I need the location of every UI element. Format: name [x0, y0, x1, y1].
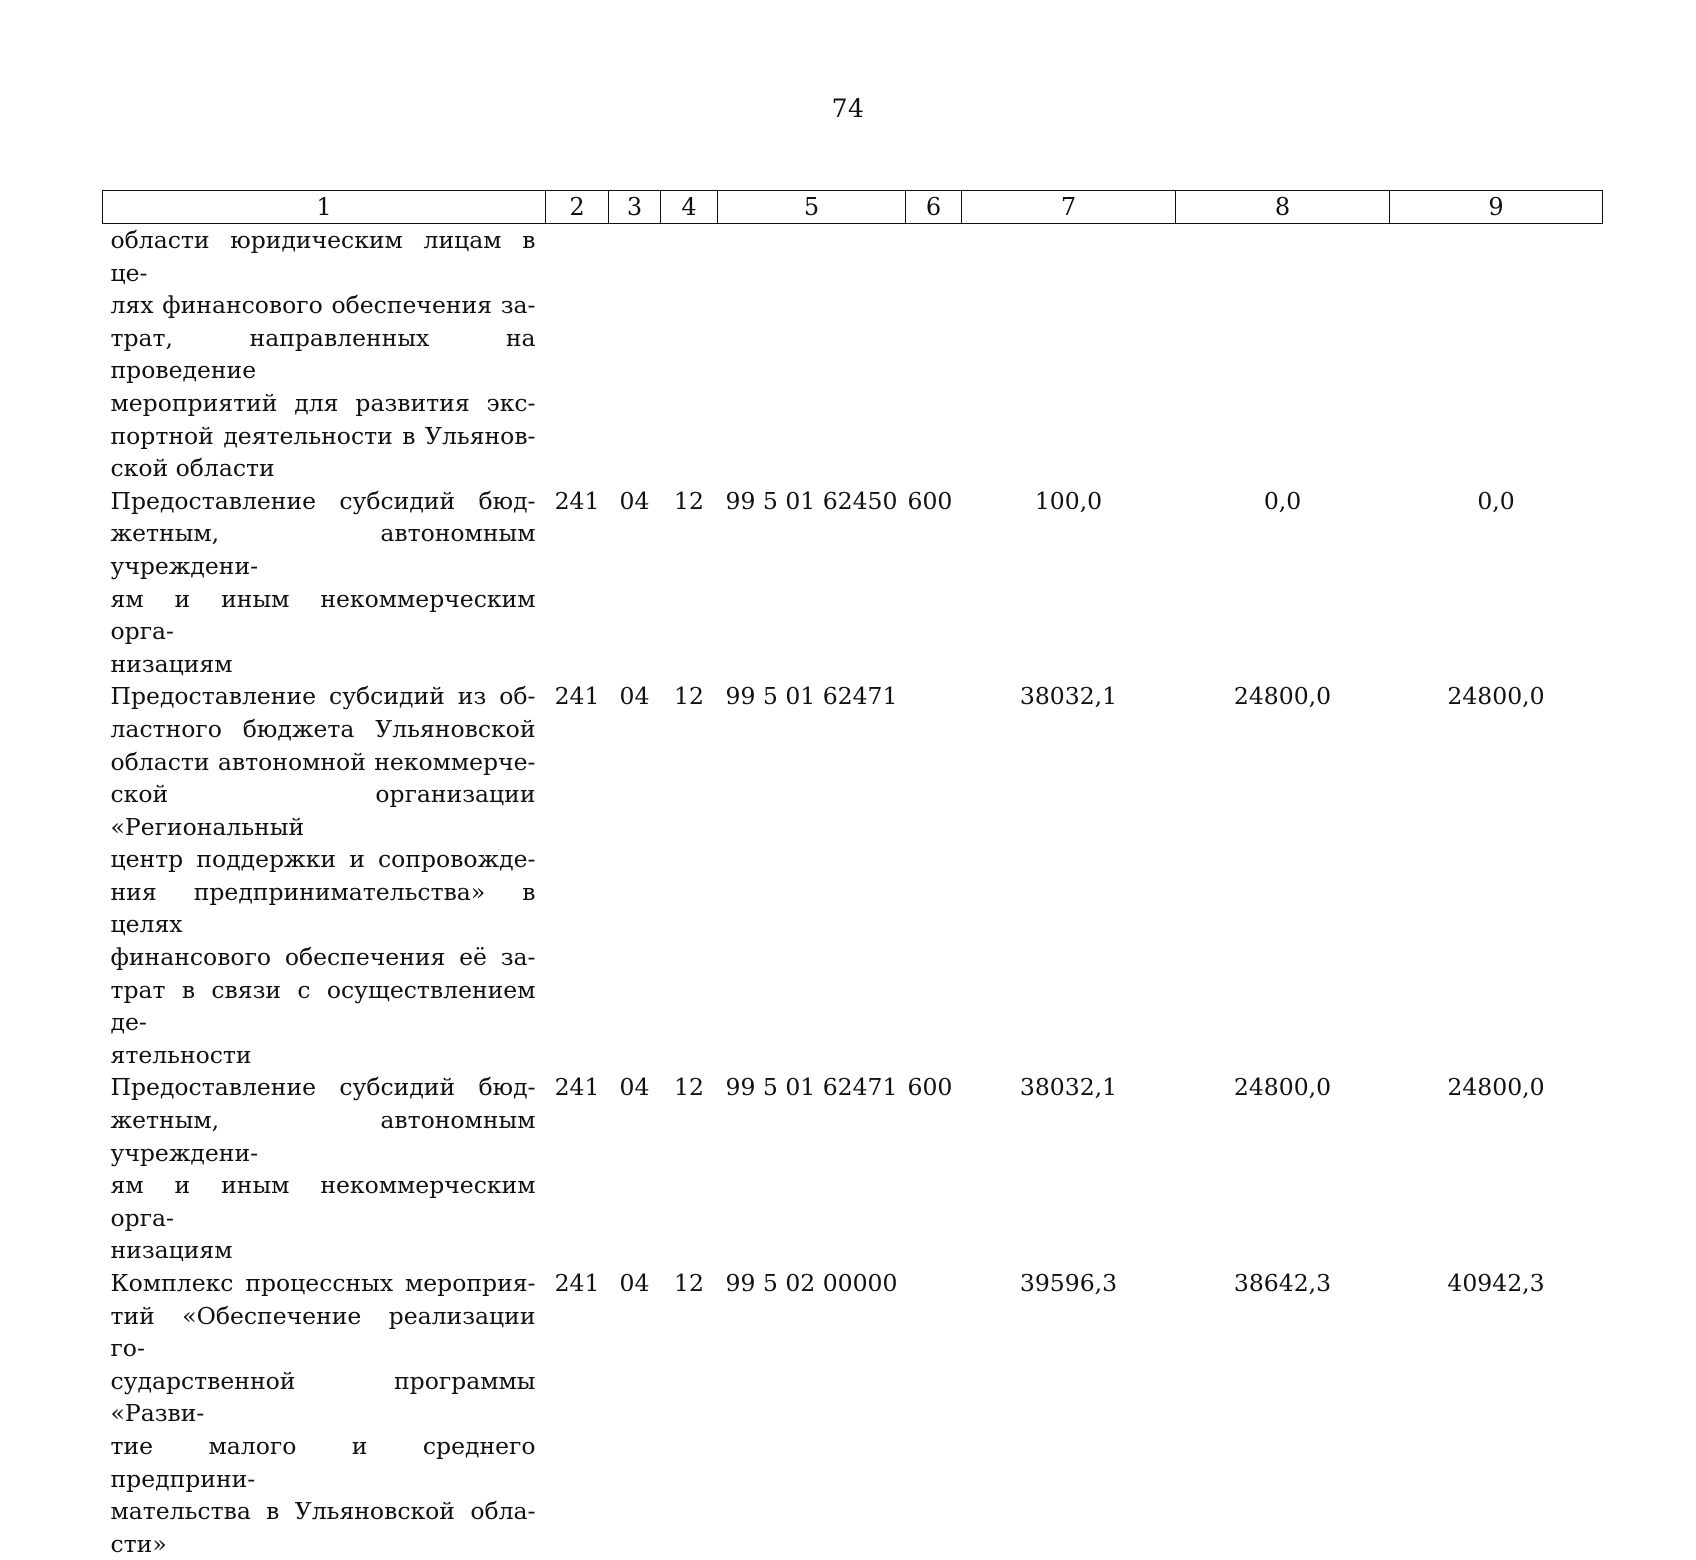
cell-target-article: 99 5 01 62450 — [718, 485, 906, 681]
cell-section-code: 04 — [609, 485, 661, 681]
budget-table-container — [102, 190, 1602, 1560]
page-number: 74 — [0, 94, 1696, 123]
description-line: ластного бюджета Ульяновской — [111, 713, 536, 746]
cell-amount-year-1: 39596,3 — [962, 1267, 1176, 1560]
description-line: лях финансового обеспечения за- — [111, 289, 536, 322]
cell-subsection-code: 12 — [661, 680, 718, 1071]
description-line: Предоставление субсидий бюд- — [111, 485, 536, 518]
cell-ministry-code: 241 — [546, 485, 609, 681]
cell-ministry-code: 241 — [546, 680, 609, 1071]
cell-amount-year-1: 38032,1 — [962, 1071, 1176, 1267]
column-header-5: 5 — [718, 191, 906, 224]
description-line: трат, направленных на проведение — [111, 322, 536, 387]
column-header-2: 2 — [546, 191, 609, 224]
cell-expense-type — [906, 1267, 962, 1560]
column-header-4: 4 — [661, 191, 718, 224]
description-line: трат в связи с осуществлением де- — [111, 974, 536, 1039]
cell-amount-year-2 — [1176, 224, 1390, 485]
description-line: финансового обеспечения её за- — [111, 941, 536, 974]
description-line: ям и иным некоммерческим орга- — [111, 1169, 536, 1234]
table-row — [103, 1071, 1603, 1267]
budget-table — [102, 190, 1603, 1560]
table-row — [103, 485, 1603, 681]
column-header-8: 8 — [1176, 191, 1390, 224]
cell-amount-year-3: 24800,0 — [1390, 1071, 1603, 1267]
cell-amount-year-3: 40942,3 — [1390, 1267, 1603, 1560]
cell-amount-year-1 — [962, 224, 1176, 485]
cell-amount-year-2: 38642,3 — [1176, 1267, 1390, 1560]
cell-amount-year-1: 100,0 — [962, 485, 1176, 681]
column-header-6: 6 — [906, 191, 962, 224]
description-line: мательства в Ульяновской обла- — [111, 1495, 536, 1528]
cell-section-code — [609, 224, 661, 485]
description-line: области автономной некоммерче- — [111, 746, 536, 779]
table-body — [103, 224, 1603, 1560]
cell-ministry-code — [546, 224, 609, 485]
cell-section-code: 04 — [609, 1071, 661, 1267]
cell-expense-type — [906, 224, 962, 485]
cell-amount-year-2: 24800,0 — [1176, 680, 1390, 1071]
column-header-3: 3 — [609, 191, 661, 224]
description-line: ской области — [111, 452, 536, 485]
row-description — [103, 1267, 546, 1560]
description-line: ятельности — [111, 1039, 536, 1072]
description-line: сударственной программы «Разви- — [111, 1365, 536, 1430]
description-line: центр поддержки и сопровожде- — [111, 843, 536, 876]
table-row — [103, 224, 1603, 485]
description-line: портной деятельности в Ульянов- — [111, 420, 536, 453]
cell-amount-year-2: 0,0 — [1176, 485, 1390, 681]
cell-expense-type: 600 — [906, 485, 962, 681]
cell-expense-type: 600 — [906, 1071, 962, 1267]
cell-target-article — [718, 224, 906, 485]
cell-target-article: 99 5 02 00000 — [718, 1267, 906, 1560]
table-header-row — [103, 191, 1603, 224]
cell-amount-year-3: 0,0 — [1390, 485, 1603, 681]
cell-section-code: 04 — [609, 1267, 661, 1560]
description-line: тие малого и среднего предприни- — [111, 1430, 536, 1495]
description-line: тий «Обеспечение реализации го- — [111, 1300, 536, 1365]
description-line: области юридическим лицам в це- — [111, 224, 536, 289]
table-row — [103, 680, 1603, 1071]
cell-section-code: 04 — [609, 680, 661, 1071]
description-line: ям и иным некоммерческим орга- — [111, 583, 536, 648]
description-line: мероприятий для развития экс- — [111, 387, 536, 420]
cell-subsection-code: 12 — [661, 485, 718, 681]
row-description — [103, 485, 546, 681]
column-header-1: 1 — [103, 191, 546, 224]
row-description — [103, 224, 546, 485]
cell-ministry-code: 241 — [546, 1267, 609, 1560]
description-line: жетным, автономным учреждени- — [111, 517, 536, 582]
cell-subsection-code: 12 — [661, 1267, 718, 1560]
cell-subsection-code: 12 — [661, 1071, 718, 1267]
cell-subsection-code — [661, 224, 718, 485]
description-line: низациям — [111, 648, 536, 681]
row-description — [103, 1071, 546, 1267]
description-line: низациям — [111, 1234, 536, 1267]
description-line: ской организации «Региональный — [111, 778, 536, 843]
description-line: Предоставление субсидий из об- — [111, 680, 536, 713]
cell-target-article: 99 5 01 62471 — [718, 680, 906, 1071]
column-header-9: 9 — [1390, 191, 1603, 224]
cell-amount-year-1: 38032,1 — [962, 680, 1176, 1071]
description-line: ния предпринимательства» в целях — [111, 876, 536, 941]
description-line: Предоставление субсидий бюд- — [111, 1071, 536, 1104]
description-line: Комплекс процессных мероприя- — [111, 1267, 536, 1300]
description-line: сти» — [111, 1528, 536, 1560]
description-line: жетным, автономным учреждени- — [111, 1104, 536, 1169]
row-description — [103, 680, 546, 1071]
cell-target-article: 99 5 01 62471 — [718, 1071, 906, 1267]
cell-amount-year-3: 24800,0 — [1390, 680, 1603, 1071]
cell-amount-year-2: 24800,0 — [1176, 1071, 1390, 1267]
cell-expense-type — [906, 680, 962, 1071]
cell-ministry-code: 241 — [546, 1071, 609, 1267]
cell-amount-year-3 — [1390, 224, 1603, 485]
table-row — [103, 1267, 1603, 1560]
column-header-7: 7 — [962, 191, 1176, 224]
